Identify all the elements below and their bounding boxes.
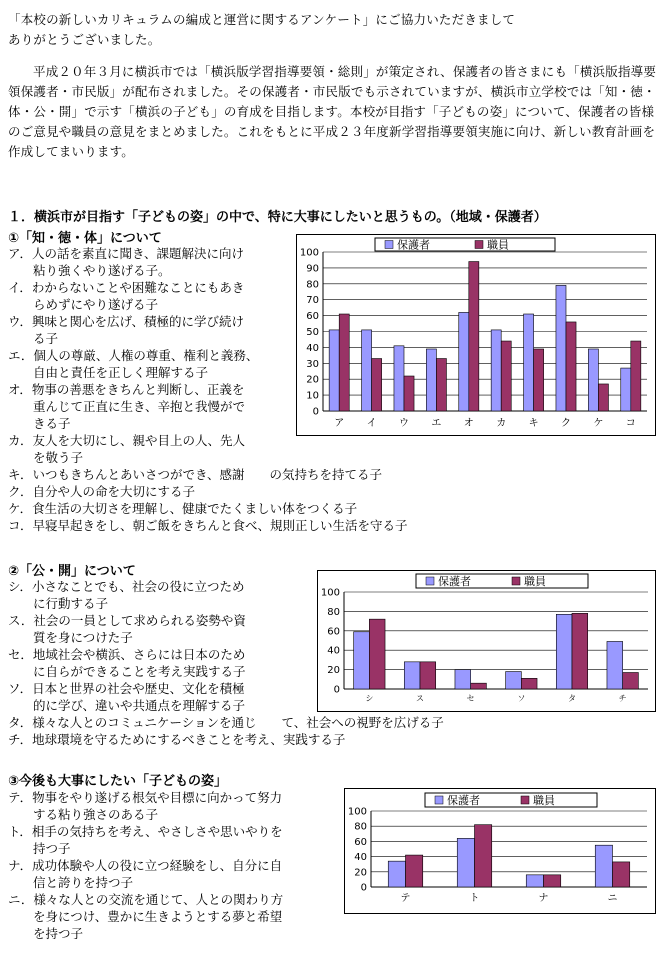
bar	[613, 862, 630, 887]
legend-label: 職員	[533, 794, 555, 807]
legend-label: 職員	[487, 238, 509, 252]
intro-line-2: ありがとうございました。	[8, 32, 161, 47]
bar	[372, 359, 382, 411]
list-item: 自由と責任を正しく理解する子	[8, 365, 209, 380]
list-item: エ．個人の尊厳、人権の尊重、権利と義務、	[8, 348, 259, 363]
bar	[524, 314, 534, 411]
bar	[598, 384, 608, 411]
y-tick-label: 10	[306, 390, 319, 402]
bar	[534, 349, 544, 411]
list-item: ス．社会の一員として求められる姿勢や資	[8, 613, 246, 628]
list-item: 的に学び、違いや共通点を理解する子	[8, 698, 246, 713]
list-item: ソ．日本と世界の社会や歴史、文化を積極	[8, 681, 245, 696]
bar	[455, 670, 471, 689]
chart-1-svg	[297, 235, 655, 435]
y-tick-label: 0	[312, 406, 319, 418]
bar	[369, 619, 385, 689]
list-item: を敬う子	[8, 450, 84, 465]
x-tick-label: ス	[416, 694, 424, 703]
list-item: ケ．食生活の大切さを理解し、健康でたくましい体をつくる子	[8, 501, 358, 516]
bar	[404, 662, 420, 689]
list-item: を身につけ、豊かに生きようとする夢と希望	[8, 909, 283, 924]
y-tick-label: 60	[306, 311, 319, 323]
list-item: に行動する子	[8, 596, 109, 611]
bar	[556, 285, 566, 411]
list-item: ナ．成功体験や人の役に立つ経験をし、自分に自	[8, 858, 283, 873]
y-tick-label: 80	[327, 606, 340, 618]
list-item: オ．物事の善悪をきちんと判断し、正義を	[8, 382, 245, 397]
list-item: らめずにやり遂げる子	[8, 297, 159, 312]
list-item: 持つ子	[8, 841, 71, 856]
list-item: ト．相手の気持ちを考え、やさしさや思いやりを	[8, 824, 283, 839]
intro-line-1: 「本校の新しいカリキュラムの編成と運営に関するアンケート」にご協力いただきまして	[8, 12, 516, 27]
x-tick-label: ク	[561, 418, 571, 429]
x-tick-label: セ	[466, 694, 475, 703]
x-tick-label: ナ	[538, 893, 549, 904]
x-tick-label: カ	[496, 418, 507, 429]
legend-swatch	[512, 577, 520, 585]
bar	[469, 262, 479, 411]
y-tick-label: 90	[306, 263, 319, 275]
list-item: きる子	[8, 416, 71, 431]
list-item: 重んじて正直に生き、辛抱と我慢がで	[8, 399, 246, 414]
section-2-title: ②「公・開」について	[8, 564, 136, 579]
chart-3	[344, 788, 656, 914]
legend-swatch	[385, 241, 393, 249]
bar	[426, 349, 436, 411]
y-tick-label: 100	[299, 247, 319, 259]
intro-paragraph: 平成２０年３月に横浜市では「横浜版学習指導要領・総則」が策定され、保護者の皆さまにも「横浜版指導要領保護者・市民版」が配布されました。その保護者・市民版でも示されていますが、横浜市立学校では「知・徳・体・公・開」で示す「横浜の子ども」の育成を目指します。本校が目指す「子どもの姿」について、保護者の皆様のご意見や職員の意見をまとめました。これをもとに平成２３年度新学習指導要領実施に向け、新しい教育計画を作成してまいります。	[8, 64, 657, 159]
list-item: シ．小さなことでも、社会の役に立つため	[8, 579, 245, 594]
x-tick-label: ウ	[399, 418, 409, 429]
bar	[544, 875, 561, 887]
legend-label: 保護者	[447, 794, 480, 807]
chart-3-svg	[345, 789, 655, 913]
bar	[491, 330, 501, 411]
bar	[459, 312, 469, 411]
legend	[416, 574, 588, 588]
legend-swatch	[475, 241, 483, 249]
question-title: １．横浜市が目指す「子どもの姿」の中で、特に大事にしたいと思うもの。（地域・保護者）	[8, 210, 547, 225]
list-item: タ．様々な人とのコミュニケーションを通じ て、社会への視野を広げる子	[8, 715, 444, 730]
list-item: ア．人の話を素直に聞き、課題解決に向け	[8, 246, 245, 261]
y-tick-label: 80	[354, 821, 367, 833]
section-1-title: ①「知・徳・体」について	[8, 231, 162, 246]
bar	[420, 662, 436, 689]
list-item: チ．地球環境を守るためにするべきことを考え、実践する子	[8, 732, 346, 747]
x-tick-label: キ	[528, 418, 539, 429]
legend-swatch	[521, 796, 529, 804]
bar	[457, 838, 474, 887]
y-tick-label: 0	[360, 882, 367, 894]
y-tick-label: 40	[327, 645, 340, 657]
bar	[572, 613, 588, 689]
x-tick-label: コ	[625, 418, 636, 429]
y-tick-label: 60	[354, 836, 367, 848]
bar	[566, 322, 576, 411]
x-tick-label: タ	[568, 694, 576, 703]
bar	[339, 314, 349, 411]
list-item: を持つ子	[8, 926, 84, 941]
bar	[436, 359, 446, 411]
legend-label: 保護者	[397, 238, 430, 252]
list-item: カ．友人を大切にし、親や目上の人、先人	[8, 433, 246, 448]
legend	[425, 793, 597, 807]
list-item: 信と誇りを持つ子	[8, 875, 134, 890]
x-tick-label: イ	[366, 418, 377, 429]
y-tick-label: 40	[354, 852, 367, 864]
bar	[595, 845, 612, 887]
bar	[631, 341, 641, 411]
y-tick-label: 20	[306, 374, 319, 386]
x-tick-label: ト	[469, 893, 480, 904]
list-item: セ．地域社会や横浜、さらには日本のため	[8, 647, 246, 662]
y-tick-label: 80	[306, 279, 319, 291]
x-tick-label: ニ	[607, 893, 618, 904]
legend-label: 保護者	[438, 575, 471, 588]
list-item: テ．物事をやり遂げる根気や目標に向かって努力	[8, 790, 283, 805]
list-item: コ．早寝早起きをし、朝ご飯をきちんと食べ、規則正しい生活を守る子	[8, 518, 408, 533]
bar	[501, 341, 511, 411]
x-tick-label: ア	[334, 418, 345, 429]
bar	[621, 368, 631, 411]
x-tick-label: ソ	[517, 694, 526, 703]
x-tick-label: チ	[618, 694, 627, 703]
y-tick-label: 100	[320, 587, 340, 599]
list-item: イ．わからないことや困難なことにもあき	[8, 280, 245, 295]
x-tick-label: オ	[463, 418, 474, 429]
bar	[388, 861, 405, 887]
legend-label: 職員	[524, 575, 546, 588]
bar	[506, 672, 522, 689]
chart-2-svg	[318, 571, 655, 711]
x-tick-label: テ	[400, 893, 411, 904]
bar	[521, 678, 537, 689]
section-3-items	[8, 789, 283, 942]
list-item: キ．いつもきちんとあいさつができ、感謝 の気持ちを持てる子	[8, 467, 383, 482]
list-item: に自らができることを考え実践する子	[8, 664, 246, 679]
list-item: する粘り強さのある子	[8, 807, 159, 822]
bar	[471, 683, 487, 689]
list-item: ク．自分や人の命を大切にする子	[8, 484, 196, 499]
y-tick-label: 50	[306, 327, 319, 338]
list-item: ウ．興味と関心を広げ、積極的に学び続け	[8, 314, 245, 329]
y-tick-label: 70	[306, 295, 319, 307]
y-tick-label: 60	[327, 626, 340, 638]
y-tick-label: 20	[327, 665, 340, 677]
bar	[556, 614, 572, 689]
x-tick-label: エ	[431, 418, 442, 429]
chart-2	[317, 570, 656, 712]
list-item: 質を身につけた子	[8, 630, 133, 645]
y-tick-label: 30	[306, 358, 319, 370]
bar	[406, 855, 423, 887]
list-item: ニ．様々な人との交流を通じて、人との関わり方	[8, 892, 284, 907]
bar	[475, 825, 492, 887]
bar	[329, 330, 339, 411]
bar	[623, 673, 639, 689]
x-tick-label: シ	[365, 694, 374, 703]
list-item: 粘り強くやり遂げる子。	[8, 263, 171, 278]
bar	[362, 330, 372, 411]
list-item: る子	[8, 331, 59, 346]
bar	[588, 349, 598, 411]
y-tick-label: 40	[306, 342, 319, 354]
y-tick-label: 100	[347, 806, 367, 818]
bar	[354, 632, 370, 689]
x-tick-label: ケ	[593, 418, 604, 429]
intro	[8, 10, 658, 162]
section-3-title: ③今後も大事にしたい「子どもの姿」	[8, 774, 228, 789]
legend-swatch	[426, 577, 434, 585]
bar	[607, 641, 623, 689]
legend	[375, 238, 555, 252]
legend-swatch	[435, 796, 443, 804]
chart-1	[296, 234, 656, 436]
bar	[404, 376, 414, 411]
y-tick-label: 20	[354, 867, 367, 879]
bar	[394, 346, 404, 411]
bar	[526, 875, 543, 887]
y-tick-label: 0	[333, 684, 340, 696]
